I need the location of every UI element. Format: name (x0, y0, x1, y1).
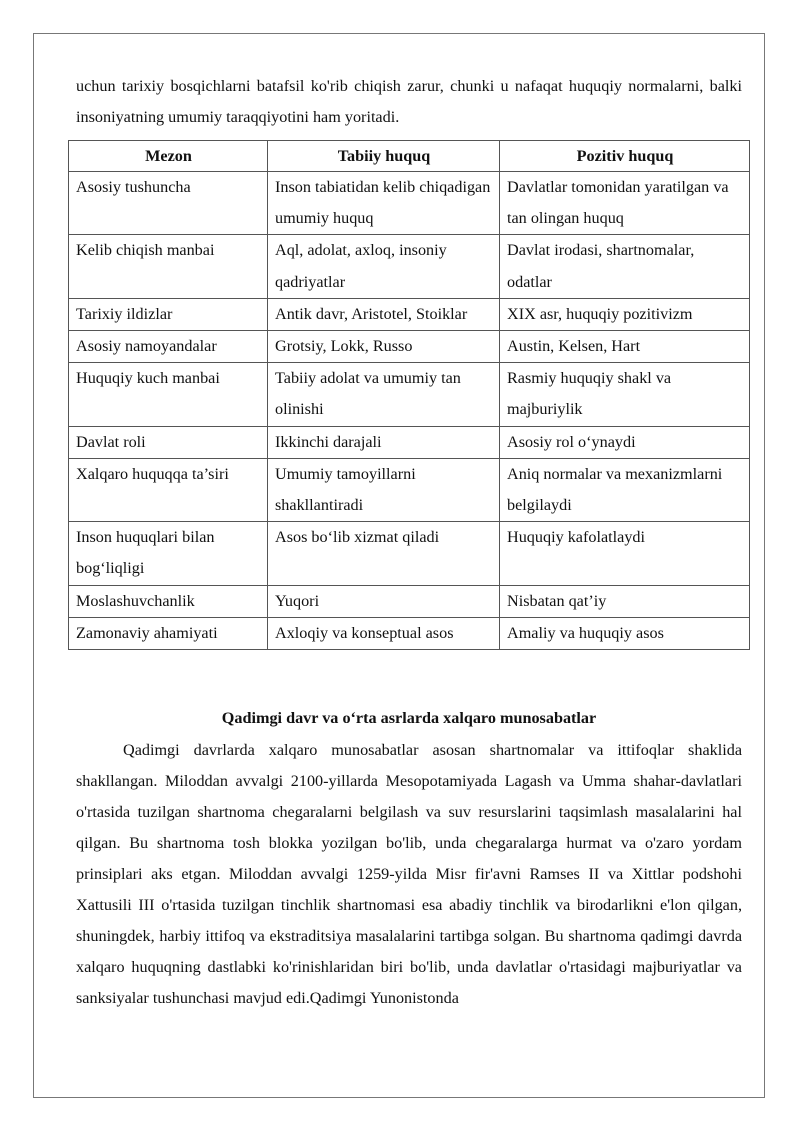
comparison-table (68, 140, 750, 650)
header-pozitiv-huquq: Pozitiv huquq (500, 141, 750, 172)
table-row (69, 617, 750, 649)
body-section (76, 733, 742, 1014)
table-cell: Asosiy rol o‘ynaydi (500, 426, 750, 458)
table-cell: Xalqaro huquqqa ta’siri (69, 458, 268, 521)
body-paragraph: Qadimgi davrlarda xalqaro munosabatlar asosan shartnomalar va ittifoqlar shaklida shakllangan. Miloddan avvalgi 2100-yillarda Mesopotamiyada Lagash va Umma shahar-davlatlari o'rtasida tuzilgan shartnoma chegaralarni belgilash va suv resurslarini taqsimlash masalalarini hal qilgan. Bu shartnoma tosh blokka yozilgan bo'lib, unda chegaralarga hurmat va o'zaro yordam prinsiplari aks etgan. Miloddan avvalgi 1259-yilda Misr fir'avni Ramses II va Xittlar podshohi Xattusili III o'rtasida tuzilgan tinchlik shartnomasi esa abadiy tinchlik va birodarlikni e'lon qilgan, shuningdek, harbiy ittifoq va ekstraditsiya masalalarini tartibga solgan. Bu shartnoma qadimgi davrda xalqaro huquqning dastlabki ko'rinishlaridan biri bo'lib, unda davlatlar o'rtasidagi majburiyatlar va sanksiyalar tushunchasi mavjud edi.Qadimgi Yunonistonda (76, 741, 742, 1007)
intro-paragraph: uchun tarixiy bosqichlarni batafsil ko'rib chiqish zarur, chunki u nafaqat huquqiy normalarni, balki insoniyatning umumiy taraqqiyotini ham yoritadi. (76, 77, 742, 126)
table-row (69, 172, 750, 235)
table-cell: Umumiy tamoyillarni shakllantiradi (268, 458, 500, 521)
table-header-row (69, 141, 750, 172)
table-row (69, 331, 750, 363)
table-row (69, 458, 750, 521)
table-cell: Rasmiy huquqiy shakl va majburiylik (500, 363, 750, 426)
table-cell: Amaliy va huquqiy asos (500, 617, 750, 649)
intro-section (76, 66, 742, 133)
table-cell: Grotsiy, Lokk, Russo (268, 331, 500, 363)
table-cell: Austin, Kelsen, Hart (500, 331, 750, 363)
table-row (69, 298, 750, 330)
table-cell: Asos bo‘lib xizmat qiladi (268, 522, 500, 585)
table-cell: Axloqiy va konseptual asos (268, 617, 500, 649)
table-cell: Kelib chiqish manbai (69, 235, 268, 298)
table-cell: Antik davr, Aristotel, Stoiklar (268, 298, 500, 330)
table-cell: Tarixiy ildizlar (69, 298, 268, 330)
table-row (69, 522, 750, 585)
section-heading: Qadimgi davr va o‘rta asrlarda xalqaro munosabatlar (221, 709, 597, 727)
header-mezon: Mezon (69, 141, 268, 172)
table-cell: Zamonaviy ahamiyati (69, 617, 268, 649)
table-cell: Tabiiy adolat va umumiy tan olinishi (268, 363, 500, 426)
table-row (69, 426, 750, 458)
table-cell: Davlat roli (69, 426, 268, 458)
table-cell: Inson tabiatidan kelib chiqadigan umumiy huquq (268, 172, 500, 235)
table-cell: Moslashuvchanlik (69, 585, 268, 617)
table-cell: Yuqori (268, 585, 500, 617)
table-cell: XIX asr, huquqiy pozitivizm (500, 298, 750, 330)
header-tabiiy-huquq: Tabiiy huquq (268, 141, 500, 172)
table-cell: Aniq normalar va mexanizmlarni belgilaydi (500, 458, 750, 521)
table-cell: Nisbatan qat’iy (500, 585, 750, 617)
table-cell: Huquqiy kafolatlaydi (500, 522, 750, 585)
table-cell: Inson huquqlari bilan bog‘liqligi (69, 522, 268, 585)
table-cell: Asosiy namoyandalar (69, 331, 268, 363)
table-cell: Ikkinchi darajali (268, 426, 500, 458)
table-cell: Davlatlar tomonidan yaratilgan va tan olingan huquq (500, 172, 750, 235)
table-row (69, 235, 750, 298)
table-cell: Davlat irodasi, shartnomalar, odatlar (500, 235, 750, 298)
table-cell: Asosiy tushuncha (69, 172, 268, 235)
table-cell: Aql, adolat, axloq, insoniy qadriyatlar (268, 235, 500, 298)
table-row (69, 363, 750, 426)
table-row (69, 585, 750, 617)
table-cell: Huquqiy kuch manbai (69, 363, 268, 426)
